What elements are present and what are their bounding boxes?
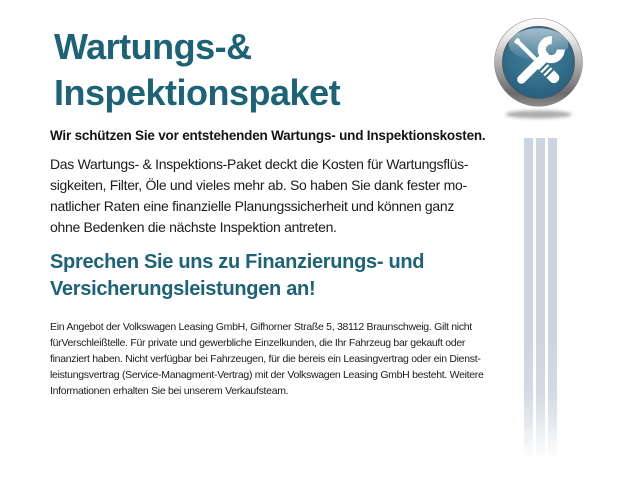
- legal-line: fürVerschleißtelle. Für private und gewerbliche Einzelkunden, die Ihr Fahrzeug bar gekauft oder: [50, 337, 466, 349]
- page-title-line: Wartungs-&: [54, 26, 252, 67]
- legal-line: leistungsvertrag (Service-Managment-Vertrag) mit der Volkswagen Leasing GmbH besteht. Weitere: [50, 369, 484, 381]
- cta-heading: [50, 249, 424, 303]
- decor-stripe: [536, 138, 545, 460]
- tools-badge-icon: [491, 16, 586, 122]
- screwdriver-wrench-icon: [491, 16, 586, 122]
- intro-line: sigkeiten, Filter, Öle und vieles mehr ab. So haben Sie dank fester mo-: [50, 177, 467, 193]
- cta-line: Sprechen Sie uns zu Finanzierungs- und: [50, 251, 425, 273]
- legal-line: finanziert haben. Nicht verfügbar bei Fahrzeugen, für die bereis ein Leasingvertrag oder ein Dienst-: [50, 353, 481, 365]
- page-title: [54, 24, 340, 116]
- decor-stripe: [548, 138, 557, 460]
- lead-sentence: Wir schützen Sie vor entstehenden Wartungs- und Inspektionskosten.: [50, 128, 486, 143]
- decor-stripe: [524, 138, 533, 460]
- legal-text: [50, 319, 484, 399]
- cta-line: Versicherungsleistungen an!: [50, 278, 316, 300]
- legal-line: Ein Angebot der Volkswagen Leasing GmbH, Gifhorner Straße 5, 38112 Braunschweig. Gilt nicht: [50, 321, 472, 333]
- decor-stripes: [524, 138, 560, 460]
- intro-line: natlicher Raten eine finanzielle Planungssicherheit und können ganz: [50, 198, 455, 214]
- intro-line: Das Wartungs- & Inspektions-Paket deckt die Kosten für Wartungsflüs-: [50, 156, 469, 172]
- page-title-line: Inspektionspaket: [54, 72, 341, 113]
- intro-paragraph: [50, 154, 468, 238]
- legal-line: Informationen erhalten Sie bei unserem Verkaufsteam.: [50, 385, 289, 397]
- intro-line: ohne Bedenken die nächste Inspektion antreten.: [50, 219, 337, 235]
